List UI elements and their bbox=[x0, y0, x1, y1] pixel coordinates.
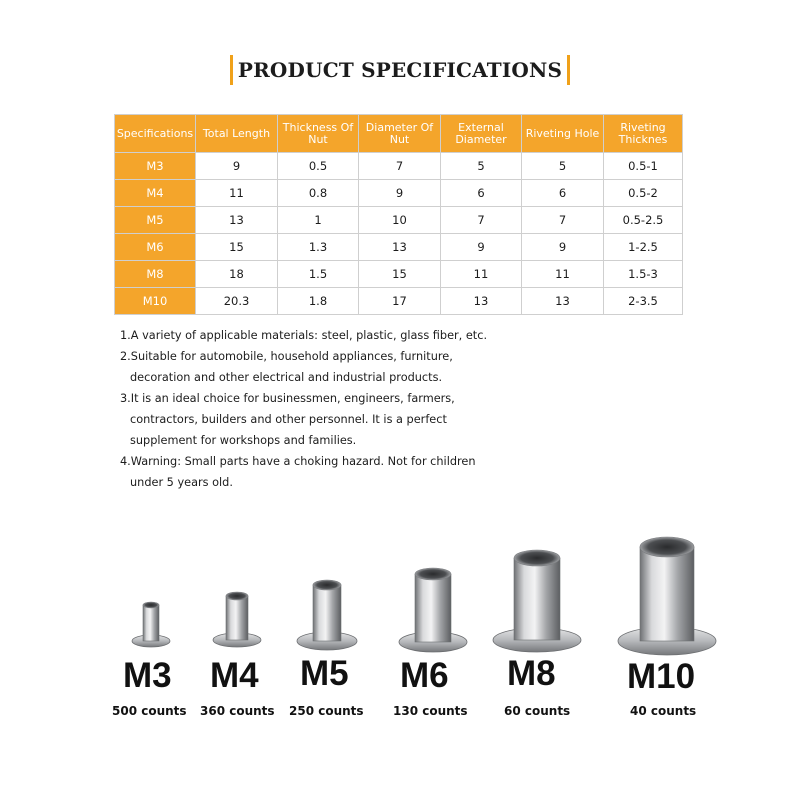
table-cell: 13 bbox=[441, 288, 522, 315]
table-cell: 7 bbox=[441, 207, 522, 234]
table-cell: 5 bbox=[522, 153, 604, 180]
table-cell: 5 bbox=[441, 153, 522, 180]
table-cell: 1.5 bbox=[278, 261, 359, 288]
rivet-nut-m3-image bbox=[131, 601, 171, 649]
note-item: 1.A variety of applicable materials: steel, plastic, glass fiber, etc. bbox=[120, 329, 488, 342]
count-label-m4: 360 counts bbox=[200, 704, 275, 718]
header-specifications: Specifications bbox=[115, 115, 196, 153]
size-label-m10: M10 bbox=[627, 657, 696, 696]
table-cell: 13 bbox=[196, 207, 278, 234]
table-cell: 13 bbox=[522, 288, 604, 315]
title-area bbox=[0, 52, 800, 88]
header-total-length: Total Length bbox=[196, 115, 278, 153]
table-cell: 0.5-2 bbox=[604, 180, 683, 207]
feature-notes bbox=[120, 325, 500, 493]
count-label-m5: 250 counts bbox=[289, 704, 364, 718]
header-riveting-thickness: Riveting Thicknes bbox=[604, 115, 683, 153]
table-cell: 0.5-1 bbox=[604, 153, 683, 180]
rivet-nut-m6-image bbox=[398, 567, 468, 653]
table-cell: 11 bbox=[522, 261, 604, 288]
size-label-m6: M6 bbox=[400, 656, 449, 695]
table-cell: 7 bbox=[359, 153, 441, 180]
spec-table-header-row bbox=[115, 115, 683, 153]
size-label-m5: M5 bbox=[300, 654, 349, 693]
size-label-m4: M4 bbox=[210, 656, 259, 695]
table-row bbox=[115, 153, 683, 180]
size-label-m8: M8 bbox=[507, 654, 556, 693]
table-cell: 9 bbox=[441, 234, 522, 261]
table-cell: 11 bbox=[441, 261, 522, 288]
count-label-m6: 130 counts bbox=[393, 704, 468, 718]
table-cell-spec: M6 bbox=[115, 234, 196, 261]
rivet-nut-m4-image bbox=[212, 591, 262, 649]
table-cell: 1.8 bbox=[278, 288, 359, 315]
table-cell: 6 bbox=[522, 180, 604, 207]
table-cell: 0.5 bbox=[278, 153, 359, 180]
table-cell: 6 bbox=[441, 180, 522, 207]
spec-table bbox=[114, 114, 683, 315]
table-cell: 10 bbox=[359, 207, 441, 234]
rivet-nut-m8-image bbox=[492, 549, 582, 653]
table-cell: 1.3 bbox=[278, 234, 359, 261]
table-row bbox=[115, 234, 683, 261]
table-row bbox=[115, 207, 683, 234]
note-item: 3.It is an ideal choice for businessmen, engineers, farmers, contractors, builders and other personnel. It is a perfect supplement for workshops and families. bbox=[120, 392, 455, 447]
title-left-bar bbox=[230, 55, 233, 85]
table-cell: 1.5-3 bbox=[604, 261, 683, 288]
header-thickness-of-nut: Thickness Of Nut bbox=[278, 115, 359, 153]
table-cell: 9 bbox=[196, 153, 278, 180]
table-row bbox=[115, 180, 683, 207]
note-item: 4.Warning: Small parts have a choking hazard. Not for children under 5 years old. bbox=[120, 455, 476, 489]
table-cell: 17 bbox=[359, 288, 441, 315]
count-label-m3: 500 counts bbox=[112, 704, 187, 718]
table-cell: 13 bbox=[359, 234, 441, 261]
table-cell: 0.5-2.5 bbox=[604, 207, 683, 234]
header-diameter-of-nut: Diameter Of Nut bbox=[359, 115, 441, 153]
page-title: PRODUCT SPECIFICATIONS bbox=[237, 58, 563, 82]
table-cell: 18 bbox=[196, 261, 278, 288]
title-right-bar bbox=[567, 55, 570, 85]
table-cell: 11 bbox=[196, 180, 278, 207]
table-cell: 1 bbox=[278, 207, 359, 234]
count-label-m10: 40 counts bbox=[630, 704, 697, 718]
table-cell: 9 bbox=[522, 234, 604, 261]
table-cell: 2-3.5 bbox=[604, 288, 683, 315]
table-row bbox=[115, 261, 683, 288]
table-cell-spec: M10 bbox=[115, 288, 196, 315]
rivet-nut-m5-image bbox=[296, 579, 358, 651]
table-cell: 15 bbox=[359, 261, 441, 288]
table-cell-spec: M5 bbox=[115, 207, 196, 234]
count-label-m8: 60 counts bbox=[504, 704, 571, 718]
table-cell: 20.3 bbox=[196, 288, 278, 315]
table-cell: 15 bbox=[196, 234, 278, 261]
table-row bbox=[115, 288, 683, 315]
header-external-diameter: External Diameter bbox=[441, 115, 522, 153]
table-cell: 1-2.5 bbox=[604, 234, 683, 261]
table-cell: 0.8 bbox=[278, 180, 359, 207]
table-cell-spec: M4 bbox=[115, 180, 196, 207]
note-item: 2.Suitable for automobile, household appliances, furniture, decoration and other electrical and industrial products. bbox=[120, 350, 453, 384]
table-cell-spec: M8 bbox=[115, 261, 196, 288]
table-cell: 9 bbox=[359, 180, 441, 207]
header-riveting-hole: Riveting Hole bbox=[522, 115, 604, 153]
rivet-nut-m10-image bbox=[617, 536, 717, 656]
table-cell-spec: M3 bbox=[115, 153, 196, 180]
size-label-m3: M3 bbox=[123, 656, 172, 695]
table-cell: 7 bbox=[522, 207, 604, 234]
